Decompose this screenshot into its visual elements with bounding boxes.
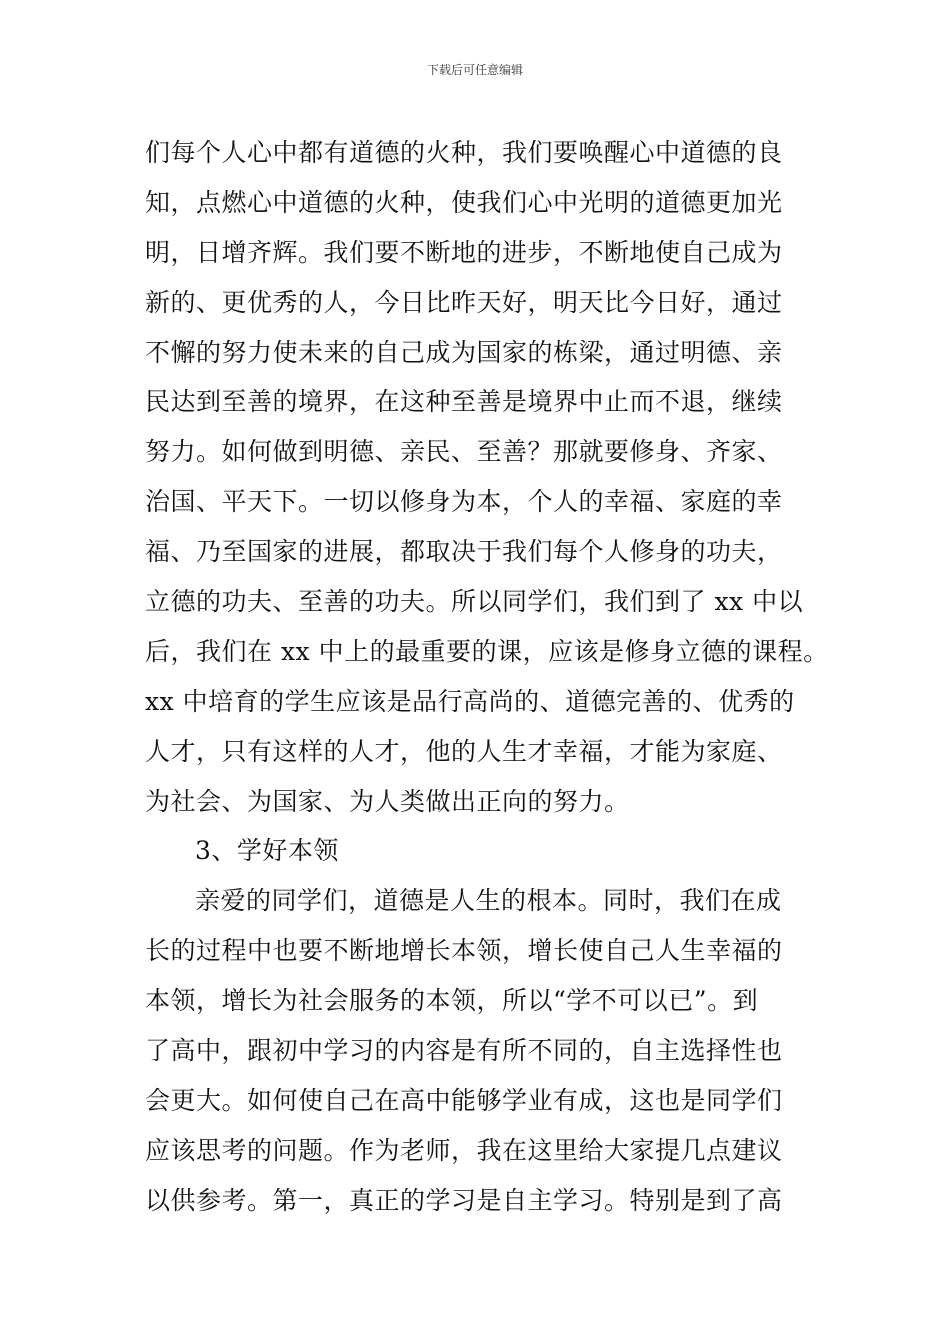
text-line-8: 治国、平天下。一切以修身为本，个人的幸福、家庭的幸 <box>145 487 783 517</box>
text-line-9: 福、乃至国家的进展，都取决于我们每个人修身的功夫， <box>145 537 783 567</box>
text-line-12: xx 中培育的学生应该是品行高尚的、道德完善的、优秀的 <box>145 686 795 716</box>
text-line-5: 不懈的努力使未来的自己成为国家的栋梁，通过明德、亲 <box>145 337 783 367</box>
text-line-20: 会更大。如何使自己在高中能够学业有成，这也是同学们 <box>145 1085 783 1115</box>
text-line-22: 以供参考。第一，真正的学习是自主学习。特别是到了高 <box>145 1185 783 1215</box>
text-line-14: 为社会、为国家、为人类做出正向的努力。 <box>145 786 630 816</box>
text-line-17: 长的过程中也要不断地增长本领，增长使自己人生幸福的 <box>145 936 783 966</box>
text-line-7: 努力。如何做到明德、亲民、至善？那就要修身、齐家、 <box>145 437 783 467</box>
text-line-10: 立德的功夫、至善的功夫。所以同学们，我们到了 xx 中以 <box>145 587 804 617</box>
page-header: 下载后可任意编辑 <box>426 63 523 77</box>
text-line-11: 后，我们在 xx 中上的最重要的课，应该是修身立德的课程。 <box>145 636 829 666</box>
text-line-2: 知，点燃心中道德的火种，使我们心中光明的道德更加光 <box>145 187 783 217</box>
text-line-16: 亲爱的同学们，道德是人生的根本。同时，我们在成 <box>195 886 782 916</box>
document-body <box>145 128 829 1226</box>
section-heading: 3、学好本领 <box>195 836 339 866</box>
text-line-18: 本领，增长为社会服务的本领，所以“学不可以已”。到 <box>145 986 759 1016</box>
text-line-21: 应该思考的问题。作为老师，我在这里给大家提几点建议 <box>145 1135 783 1165</box>
text-line-4: 新的、更优秀的人，今日比昨天好，明天比今日好，通过 <box>145 287 783 317</box>
text-line-3: 明，日增齐辉。我们要不断地的进步，不断地使自己成为 <box>145 237 783 267</box>
text-line-1: 们每个人心中都有道德的火种，我们要唤醒心中道德的良 <box>145 138 783 167</box>
text-line-13: 人才，只有这样的人才，他的人生才幸福，才能为家庭、 <box>145 736 783 766</box>
text-line-19: 了高中，跟初中学习的内容是有所不同的，自主选择性也 <box>145 1036 783 1066</box>
text-line-6: 民达到至善的境界，在这种至善是境界中止而不退，继续 <box>145 387 783 417</box>
